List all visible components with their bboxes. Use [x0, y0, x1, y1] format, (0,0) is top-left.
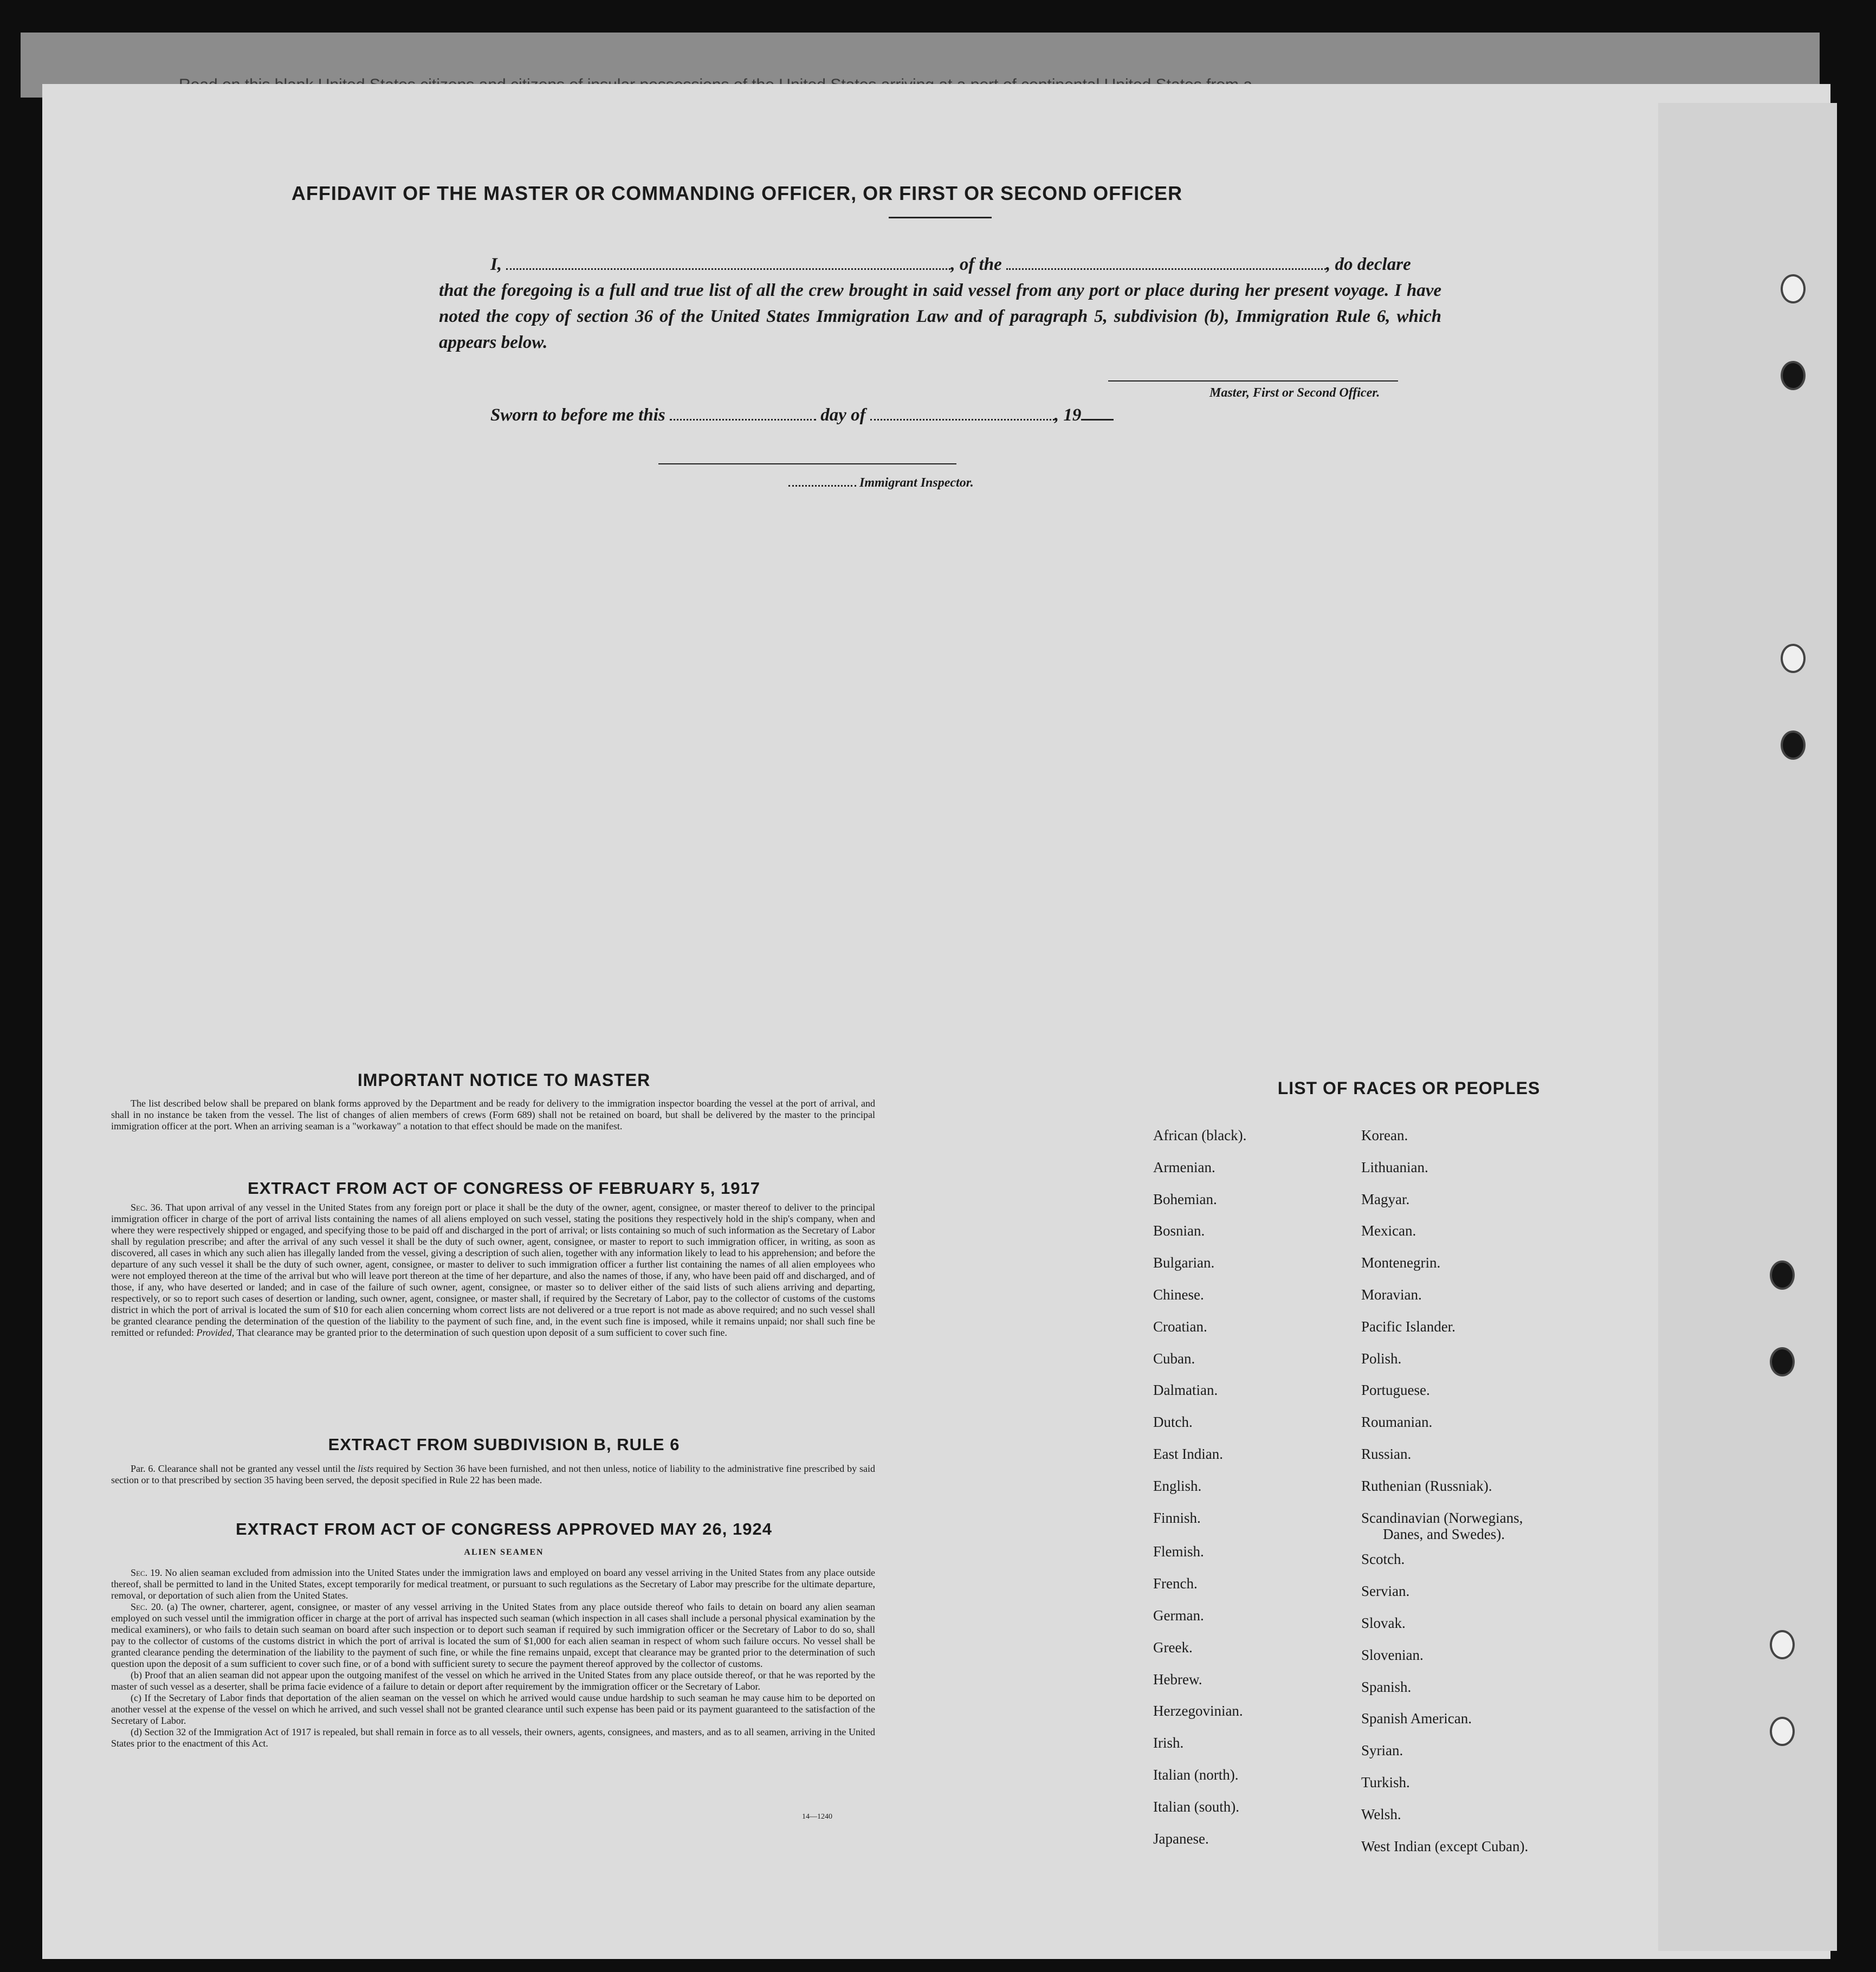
binder-hole-icon	[1770, 1260, 1795, 1290]
race-right-item: Turkish.	[1361, 1774, 1410, 1790]
affidavit-declare: , do declare	[1326, 255, 1411, 274]
sec-36-label: Sec. 36.	[131, 1202, 163, 1213]
race-right-item: Slovak.	[1361, 1615, 1406, 1631]
race-right-item: Lithuanian.	[1361, 1159, 1428, 1175]
notice-heading: IMPORTANT NOTICE TO MASTER	[357, 1070, 651, 1090]
race-right-item: Slovenian.	[1361, 1646, 1424, 1663]
sworn-line	[490, 402, 1195, 428]
race-left-item: Bulgarian.	[1153, 1255, 1215, 1271]
race-right-item: Mexican.	[1361, 1223, 1416, 1239]
sec-20-label: Sec. 20.	[131, 1601, 164, 1612]
lists-word: lists	[358, 1463, 374, 1474]
title-underline	[889, 217, 992, 218]
race-right-item: Syrian.	[1361, 1742, 1403, 1759]
binder-hole-icon	[1781, 274, 1806, 303]
race-left-item: German.	[1153, 1607, 1204, 1624]
race-left-item: Finnish.	[1153, 1509, 1201, 1526]
race-right-item: Pacific Islander.	[1361, 1318, 1455, 1335]
race-right-item: Welsh.	[1361, 1806, 1401, 1822]
race-left-item: Armenian.	[1153, 1159, 1215, 1175]
master-name-field[interactable]	[506, 255, 950, 270]
race-left-item: Italian (north).	[1153, 1767, 1239, 1783]
sworn-month-field[interactable]	[870, 406, 1055, 421]
affidavit-title: AFFIDAVIT OF THE MASTER OR COMMANDING OFFICER, OR FIRST OR SECOND OFFICER	[291, 182, 1183, 204]
sec-19-paragraph	[111, 1567, 875, 1601]
sec-20d-paragraph: (d) Section 32 of the Immigration Act of 1917 is repealed, but shall remain in force as to all vessels, their owners, agents, consignees, and masters, and as to all seamen, arriving in the United States prior to the enactment of this Act.	[111, 1727, 875, 1749]
sec-19-label: Sec. 19.	[131, 1567, 163, 1578]
race-left-item: Cuban.	[1153, 1350, 1195, 1367]
race-left-item: Hebrew.	[1153, 1671, 1202, 1687]
race-left-item: Chinese.	[1153, 1286, 1204, 1303]
inspector-dots	[788, 477, 856, 487]
race-right-item: Spanish.	[1361, 1678, 1412, 1695]
race-right-item: Spanish American.	[1361, 1710, 1472, 1727]
sec-20b-paragraph: (b) Proof that an alien seaman did not appear upon the outgoing manifest of the vessel on which he arrived in the United States from any place outside thereof, or that he was reported by the master of such vessel as a deserter, shall be prima facie evidence of a failure to detain or deport after requirement by the immigration officer or the Secretary of Labor.	[111, 1670, 875, 1692]
race-left-item: Dalmatian.	[1153, 1382, 1218, 1399]
race-left-item: French.	[1153, 1575, 1198, 1592]
day-of-text: day of	[820, 405, 866, 425]
sworn-text: Sworn to before me this	[490, 405, 665, 425]
binder-hole-icon	[1781, 644, 1806, 673]
race-right-item: West Indian (except Cuban).	[1361, 1838, 1529, 1854]
race-left-item: African (black).	[1153, 1127, 1247, 1143]
race-right-item: Servian.	[1361, 1583, 1410, 1600]
race-right-item: Magyar.	[1361, 1191, 1410, 1207]
sec-36-body: That upon arrival of any vessel in the United States from any foreign port or place it shall be the duty of the owner, agent, consignee, or master thereof to deliver to the principal immigration officer in charge of the port of arrival lists containing the names of all aliens employed on such vessel, stating the positions they respectively hold in the ship's company, when and where they were respectively shipped or engaged, and specifying those to be paid off and discharged in the port of arrival; or lists containing so much of such information as the Secretary of Labor shall by regulation prescribe; and after the arrival of any such vessel it shall be the duty of such owner, agent, consignee, or master to report to such immigration officer, in writing, as soon as discovered, all cases in which any such alien has illegally landed from the vessel, giving a description of such alien, together with any information likely to lead to his apprehension; and before the departure of any such vessel it shall be the duty of such owner, agent, consignee, or master to deliver to such immigration officer a further list containing the names of all alien employees who were not employed thereon at the time of the arrival but who will leave port thereon at the time of her departure, and also the names of those, if any, who have been paid off and discharged, and of those, if any, who have deserted or landed; and in case of the failure of such owner, agent, consignee, or master so to deliver either of the said lists of such aliens arriving and departing, respectively, or so to report such cases of desertion or landing, such owner, agent, consignee, or master shall, if required by the Secretary of Labor, pay to the collector of customs of the customs district in which the port of arrival is located the sum of $10 for each alien concerning whom correct lists are not delivered or a true report is not made as above required; and no such vessel shall be granted clearance pending the determination of the question of the liability to the payment of such fine, and, in the event such fine is imposed, while it remains unpaid; nor shall such fine be remitted or refunded:	[111, 1202, 875, 1338]
binder-hole-icon	[1770, 1717, 1795, 1746]
notice-paragraph: The list described below shall be prepared on blank forms approved by the Department and be ready for delivery to the immigration inspector boarding the vessel at the port of arrival, and shall in no instance be taken from the vessel. The list of changes of alien members of crews (Form 689) shall not be retained on board, but shall be delivered by the master to the principal immigration officer at the port. When an arriving seaman is a "workaway" a notation to that effect should be made on the manifest.	[111, 1098, 875, 1132]
section-36-paragraph	[111, 1202, 875, 1339]
race-right-item: Scandinavian (Norwegians,	[1361, 1509, 1523, 1526]
race-left-item: East Indian.	[1153, 1446, 1223, 1462]
rule-6-body-a: Par. 6. Clearance shall not be granted any vessel until the	[131, 1463, 355, 1474]
vessel-name-field[interactable]	[1006, 255, 1326, 270]
affidavit-i: I,	[490, 255, 502, 274]
affidavit-of-the: , of the	[950, 255, 1002, 274]
extract-1917-text	[111, 1202, 875, 1339]
race-right-item: Russian.	[1361, 1446, 1412, 1462]
race-right-item: Ruthenian (Russniak).	[1361, 1477, 1492, 1494]
sworn-day-field[interactable]	[670, 406, 816, 421]
race-left-item: Flemish.	[1153, 1543, 1204, 1560]
race-left-item: Dutch.	[1153, 1414, 1193, 1431]
inspector-signature-line[interactable]	[658, 463, 956, 464]
race-left-item: English.	[1153, 1477, 1202, 1494]
race-left-item: Croatian.	[1153, 1318, 1207, 1335]
race-left-item: Japanese.	[1153, 1830, 1209, 1847]
inspector-label: Immigrant Inspector.	[859, 476, 974, 490]
binder-hole-icon	[1781, 361, 1806, 390]
race-right-item: Polish.	[1361, 1350, 1402, 1367]
year-text: , 19	[1054, 405, 1082, 425]
sec-19-body: No alien seaman excluded from admission into the United States under the immigration laws and employed on board any vessel arriving in the United States from any place outside thereof, shall be permitted to land in the United States, except temporarily for medical treatment, or pursuant to such regulations as the Secretary of Labor may prescribe for the ultimate departure, removal, or deportation of such alien from the United States.	[111, 1567, 876, 1601]
rule-6-heading: EXTRACT FROM SUBDIVISION B, RULE 6	[328, 1435, 680, 1454]
sheet-bleedthrough-strip	[1658, 103, 1837, 1951]
race-left-item: Bohemian.	[1153, 1191, 1217, 1207]
sworn-year-field[interactable]	[1081, 406, 1114, 421]
race-left-item: Greek.	[1153, 1639, 1193, 1656]
race-left-item: Irish.	[1153, 1735, 1184, 1751]
binder-hole-icon	[1781, 730, 1806, 760]
rule-6-text	[111, 1463, 875, 1486]
rule-6-body-b: required by Section 36 have been furnished, and not then unless, notice of liability to the administrative fine prescribed by said section or to that prescribed by section 35 having been served, the deposit specified in Rule 22 has been made.	[111, 1463, 875, 1485]
rule-6-paragraph	[111, 1463, 875, 1486]
race-right-item: Korean.	[1361, 1127, 1408, 1143]
race-right-item: Montenegrin.	[1361, 1255, 1441, 1271]
race-right-item: Scotch.	[1361, 1551, 1405, 1568]
race-right-item: Roumanian.	[1361, 1414, 1433, 1431]
extract-1924-text	[111, 1567, 875, 1749]
race-right-item: Portuguese.	[1361, 1382, 1430, 1399]
race-right-item: Moravian.	[1361, 1286, 1422, 1303]
race-left-item: Herzegovinian.	[1153, 1703, 1243, 1719]
notice-text	[111, 1098, 875, 1132]
extract-1924-heading: EXTRACT FROM ACT OF CONGRESS APPROVED MAY 26, 1924	[236, 1520, 772, 1538]
race-left-item: Bosnian.	[1153, 1223, 1205, 1239]
races-heading: LIST OF RACES OR PEOPLES	[1277, 1078, 1541, 1098]
master-signature-line[interactable]	[1108, 380, 1398, 382]
binder-hole-icon	[1770, 1630, 1795, 1659]
sec-36-tail: That clearance may be granted prior to the determination of such question upon deposit of a sum sufficient to cover such fine.	[236, 1327, 727, 1338]
provided-word: Provided,	[196, 1327, 235, 1338]
binder-hole-icon	[1770, 1347, 1795, 1376]
affidavit-line-1	[490, 251, 1433, 277]
affidavit-body: that the foregoing is a full and true list of all the crew brought in said vessel from any port or place during her present voyage. I have noted the copy of section 36 of the United States Immigration Law and of paragraph 5, subdivision (b), Immigration Rule 6, which appears below.	[439, 281, 1441, 352]
master-signature-label: Master, First or Second Officer.	[1209, 386, 1380, 400]
sec-20a-paragraph	[111, 1601, 875, 1670]
race-right-continuation: Danes, and Swedes).	[1383, 1525, 1505, 1542]
inspector-label-row	[788, 476, 974, 490]
extract-1917-heading: EXTRACT FROM ACT OF CONGRESS OF FEBRUARY 5, 1917	[248, 1179, 760, 1198]
race-left-item: Italian (south).	[1153, 1798, 1239, 1815]
sec-20c-paragraph: (c) If the Secretary of Labor finds that deportation of the alien seaman on the vessel on which he arrived would cause undue hardship to such seaman he may cause him to be deported on another vessel at the expense of the vessel on which he arrived, and such vessel shall not be granted clearance until such expense has been paid or its payment guaranteed to the satisfaction of the Secretary of Labor.	[111, 1692, 875, 1726]
alien-seamen-subheading: ALIEN SEAMEN	[464, 1548, 544, 1557]
form-number: 14—1240	[802, 1813, 832, 1821]
sec-20a-body: (a) The owner, charterer, agent, consignee, or master of any vessel arriving in the United States from any place outside thereof who fails to detain on board any alien seaman employed on such vessel until the immigration officer in charge at the port of arrival has inspected such seaman (which inspection in all cases shall include a personal physical examination by the medical examiners), or who fails to detain such seaman on board after such inspection or to deport such seaman if required by such immigration officer or the Secretary of Labor to do so, shall pay to the collector of customs of the customs district in which the port of arrival is located the sum of $1,000 for each alien seaman in respect of whom such failure occurs. No vessel shall be granted clearance pending the determination of the liability to the payment of such fine, or while the fine remains unpaid, except that clearance may be granted prior to the determination of such question upon the deposit of a sum sufficient to cover such fine, or of a bond with sufficient surety to secure the payment thereof approved by the collector of customs.	[111, 1601, 876, 1669]
